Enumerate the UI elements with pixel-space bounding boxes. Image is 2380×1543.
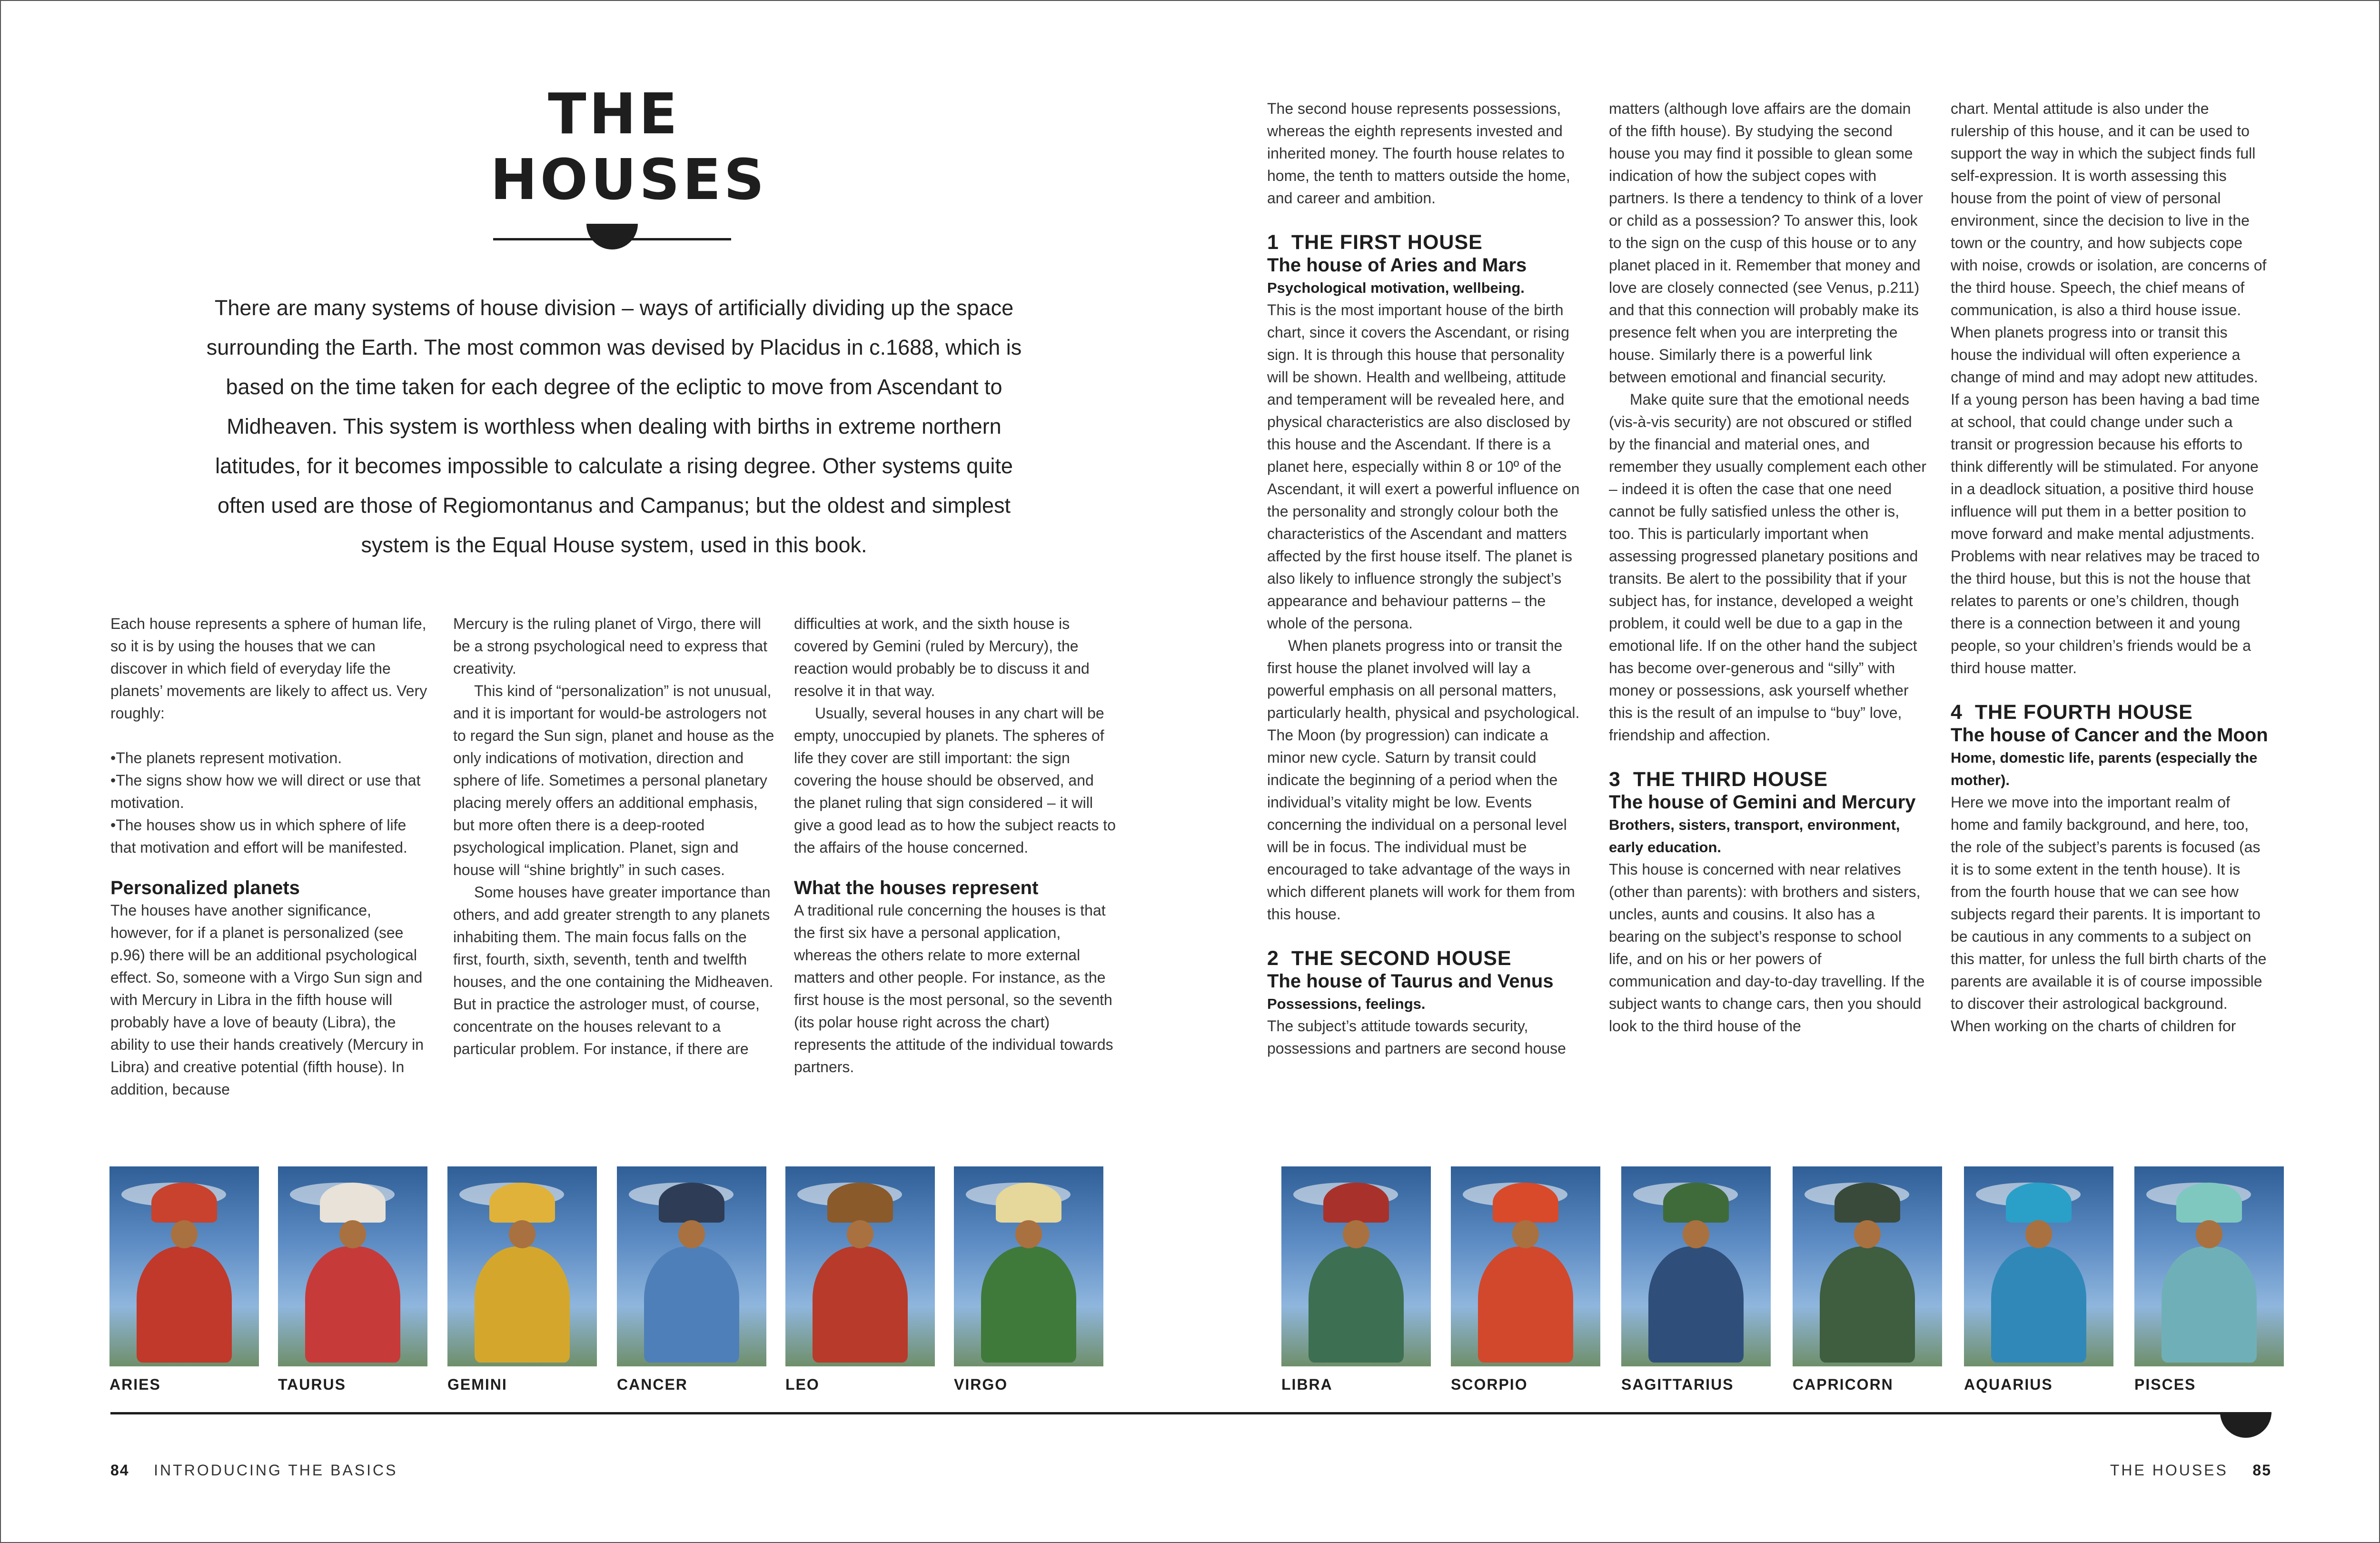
face-shape bbox=[509, 1220, 536, 1248]
paragraph: chart. Mental attitude is also under the rulership of this house, and it can be used to support the way in which the subject finds full self-expression. It is worth assessing this house from the point of view of personal environment, since the decision to live in the town or the country, and how subjects cope with noise, crowds or isolation, are concerns of the third house. Speech, the chief means of communication, is also a third house issue. When planets progress into or transit this house the individual will often experience a change of mind and may adopt new attitudes. If a young person has been having a bad time at school, that could change under such a transit or progression because his efforts to think differently will be stimulated. For anyone in a deadlock situation, a positive third house influence will put them in a better position to move forward and make mental adjustments. Problems with near relatives may be traced to the third house, but this is not the house that relates to parents or one’s children, though there is a connection between it and young people, so your children’s friends would be a third house matter. bbox=[1951, 100, 2267, 677]
zodiac-card-aries bbox=[109, 1166, 259, 1393]
paragraph: When planets progress into or transit the first house the planet involved will lay a powerful emphasis on all personal matters, particularly health, physical and psychological. The Moon (by progression) can indicate a minor new cycle. Saturn by transit could indicate the beginning of a period when the individual’s vitality might be low. Events concerning the individual on a personal level will be in focus. The individual must be encouraged to take advantage of the ways in which different planets will work for them from this house. bbox=[1267, 637, 1580, 923]
paragraph: Here we move into the important realm of home and family background, and here, too, the role of the subject’s parents is focused (as it is to some extent in the tenth house). It is from the fourth house that we can see how subjects regard their parents. It is important to be cautious in any comments to a subject on this matter, for unless the full birth charts of the parents are available it is of course impossible to discover their astrological background. When working on the charts of children for bbox=[1951, 794, 2267, 1035]
zodiac-card-cancer bbox=[617, 1166, 766, 1393]
face-shape bbox=[847, 1220, 874, 1248]
face-shape bbox=[339, 1220, 367, 1248]
paragraph: Each house represents a sphere of human life, so it is by using the houses that we can discover in which field of everyday life the planets’ movements are likely to affect us. Very roughly: bbox=[110, 615, 427, 722]
robe-shape bbox=[1478, 1246, 1574, 1363]
paragraph: Some houses have greater importance than others, and add greater strength to any planets inhabiting them. The main focus falls on the first, fourth, sixth, seventh, tenth and twelfth houses, and the one containing the Midheaven. But in practice the astrologer must, of course, concentrate on the houses relevant to a particular problem. For instance, if there are bbox=[453, 884, 774, 1057]
zodiac-card-taurus bbox=[278, 1166, 427, 1393]
zodiac-illustration bbox=[109, 1166, 259, 1366]
house-subheading: The house of Gemini and Mercury bbox=[1609, 792, 1916, 813]
house-subheading: The house of Aries and Mars bbox=[1267, 255, 1527, 276]
headdress-shape bbox=[1323, 1183, 1389, 1223]
house-subheading: The house of Taurus and Venus bbox=[1267, 971, 1554, 992]
zodiac-card-gemini bbox=[447, 1166, 597, 1393]
robe-shape bbox=[305, 1246, 401, 1363]
face-shape bbox=[1343, 1220, 1370, 1248]
zodiac-card-pisces bbox=[2134, 1166, 2284, 1393]
title-line-1: THE bbox=[548, 81, 680, 147]
face-shape bbox=[2025, 1220, 2053, 1248]
zodiac-card-scorpio bbox=[1451, 1166, 1600, 1393]
house-number: 4 bbox=[1951, 701, 1963, 724]
zodiac-illustration bbox=[1281, 1166, 1431, 1366]
bullet-item: • The signs show how we will direct or use that motivation. bbox=[110, 769, 434, 814]
robe-shape bbox=[981, 1246, 1077, 1363]
zodiac-label: VIRGO bbox=[954, 1376, 1008, 1393]
zodiac-card-aquarius bbox=[1964, 1166, 2113, 1393]
zodiac-label: CANCER bbox=[617, 1376, 688, 1393]
face-shape bbox=[678, 1220, 705, 1248]
headdress-shape bbox=[1663, 1183, 1729, 1223]
page-number-right: 85 bbox=[2252, 1462, 2271, 1479]
folio-right bbox=[2110, 1462, 2271, 1479]
robe-shape bbox=[2162, 1246, 2257, 1363]
left-column-3 bbox=[794, 613, 1119, 1078]
house-number: 2 bbox=[1267, 947, 1279, 970]
paragraph: This house is concerned with near relatives (other than parents): with brothers and sisters, uncles, aunts and cousins. It also has a bearing on the subject’s response to school life, and on his or her powers of communication and day-to-day travelling. If the subject wants to change cars, then you should look to the third house of the bbox=[1609, 861, 1925, 1035]
zodiac-label: PISCES bbox=[2134, 1376, 2196, 1393]
face-shape bbox=[1854, 1220, 1881, 1248]
headdress-shape bbox=[827, 1183, 893, 1223]
zodiac-label: AQUARIUS bbox=[1964, 1376, 2053, 1393]
robe-shape bbox=[813, 1246, 908, 1363]
zodiac-label: LIBRA bbox=[1281, 1376, 1333, 1393]
face-shape bbox=[2196, 1220, 2223, 1248]
house-name: THE FOURTH HOUSE bbox=[1974, 701, 2193, 724]
paragraph: This kind of “personalization” is not unusual, and it is important for would-be astrologers not to regard the Sun sign, planet and house as the only indications of motivation, direction and sphere of life. Sometimes a personal planetary placing merely offers an additional emphasis, but more often there is a deep-rooted psychological implication. Planet, sign and house will “shine brightly” in such cases. bbox=[453, 682, 774, 878]
house-keywords: Possessions, feelings. bbox=[1267, 995, 1426, 1012]
section-heading: What the houses represent bbox=[794, 877, 1039, 898]
headdress-shape bbox=[320, 1183, 386, 1223]
paragraph: The houses have another significance, however, for if a planet is personalized (see p.96) there will be an additional psychological effect. So, someone with a Virgo Sun sign and with Mercury in Libra in the fifth house will probably have a love of beauty (Libra), the ability to use their hands creatively (Mercury in Libra) and creative potential (fifth house). In addition, because bbox=[110, 902, 424, 1098]
headdress-shape bbox=[1493, 1183, 1558, 1223]
zodiac-illustration bbox=[447, 1166, 597, 1366]
house-keywords: Psychological motivation, wellbeing. bbox=[1267, 279, 1525, 296]
zodiac-illustration bbox=[1793, 1166, 1942, 1366]
bullet-item: • The planets represent motivation. bbox=[110, 747, 434, 769]
zodiac-label: TAURUS bbox=[278, 1376, 346, 1393]
headdress-shape bbox=[151, 1183, 217, 1223]
headdress-shape bbox=[2006, 1183, 2072, 1223]
paragraph: A traditional rule concerning the houses is that the first six have a personal application, whereas the others relate to more external matters and other people. For instance, as the first house is the most personal, so the seventh (its polar house right across the chart) represents the attitude of the individual towards partners. bbox=[794, 902, 1113, 1075]
zodiac-illustration bbox=[785, 1166, 935, 1366]
left-column-2 bbox=[453, 613, 778, 1060]
robe-shape bbox=[137, 1246, 232, 1363]
zodiac-label: SCORPIO bbox=[1451, 1376, 1528, 1393]
right-column-3 bbox=[1951, 98, 2271, 1037]
robe-shape bbox=[644, 1246, 740, 1363]
zodiac-card-libra bbox=[1281, 1166, 1431, 1393]
robe-shape bbox=[1648, 1246, 1744, 1363]
paragraph: This is the most important house of the birth chart, since it covers the Ascendant, or rising sign. It is through this house that personality will be shown. Health and wellbeing, attitude and temperament will be revealed here, and physical characteristics are also disclosed by this house and the Ascendant. If there is a planet here, especially within 8 or 10º of the Ascendant, it will exert a powerful influence on the personality and strongly colour both the characteristics of the Ascendant and matters affected by the first house itself. The planet is also likely to influence strongly the subject’s appearance and behaviour patterns – the whole of the persona. bbox=[1267, 301, 1580, 632]
zodiac-illustration bbox=[1964, 1166, 2113, 1366]
running-head-right: THE HOUSES bbox=[2110, 1462, 2228, 1479]
page-number-left: 84 bbox=[110, 1462, 129, 1479]
zodiac-illustration bbox=[278, 1166, 427, 1366]
right-column-1 bbox=[1267, 98, 1585, 1060]
face-shape bbox=[171, 1220, 198, 1248]
zodiac-card-capricorn bbox=[1793, 1166, 1942, 1393]
face-shape bbox=[1512, 1220, 1539, 1248]
robe-shape bbox=[1991, 1246, 2087, 1363]
headdress-shape bbox=[2176, 1183, 2242, 1223]
zodiac-label: LEO bbox=[785, 1376, 820, 1393]
zodiac-illustration bbox=[954, 1166, 1103, 1366]
house-number: 1 bbox=[1267, 231, 1279, 254]
face-shape bbox=[1015, 1220, 1042, 1248]
robe-shape bbox=[1309, 1246, 1404, 1363]
house-name: THE FIRST HOUSE bbox=[1291, 231, 1483, 254]
headdress-shape bbox=[1835, 1183, 1900, 1223]
robe-shape bbox=[1820, 1246, 1915, 1363]
house-heading-4 bbox=[1951, 700, 2271, 724]
zodiac-card-virgo bbox=[954, 1166, 1103, 1393]
running-head-left: INTRODUCING THE BASICS bbox=[154, 1462, 398, 1479]
paragraph: difficulties at work, and the sixth house is covered by Gemini (ruled by Mercury), the reaction would probably be to discuss it and resolve it in that way. bbox=[794, 615, 1090, 699]
headdress-shape bbox=[996, 1183, 1061, 1223]
house-keywords: Brothers, sisters, transport, environment, early education. bbox=[1609, 816, 1900, 856]
zodiac-illustration bbox=[2134, 1166, 2284, 1366]
zodiac-card-sagittarius bbox=[1621, 1166, 1771, 1393]
house-number: 3 bbox=[1609, 768, 1621, 791]
paragraph: matters (although love affairs are the domain of the fifth house). By studying the second house you may find it possible to glean some indication of how the subject copes with partners. Is there a tendency to think of a lover or child as a possession? To answer this, look to the sign on the cusp of this house or to any planet placed in it. Remember that money and love are closely connected (see Venus, p.211) and that this connection will probably make its presence felt when you are interpreting the house. Similarly there is a powerful link between emotional and financial security. bbox=[1609, 100, 1923, 386]
house-name: THE SECOND HOUSE bbox=[1291, 947, 1512, 970]
zodiac-label: GEMINI bbox=[447, 1376, 507, 1393]
zodiac-illustration bbox=[1451, 1166, 1600, 1366]
section-heading: Personalized planets bbox=[110, 877, 300, 898]
paragraph: The subject’s attitude towards security, possessions and partners are second house bbox=[1267, 1017, 1566, 1057]
bullet-item: • The houses show us in which sphere of life that motivation and effort will be manifested. bbox=[110, 814, 434, 859]
footer-rule bbox=[110, 1412, 2271, 1414]
house-heading-3 bbox=[1609, 767, 1927, 791]
zodiac-illustration bbox=[1621, 1166, 1771, 1366]
folio-left bbox=[110, 1462, 398, 1479]
house-name: THE THIRD HOUSE bbox=[1633, 768, 1828, 791]
intro-paragraph: There are many systems of house division – ways of artificially dividing up the space surrounding the Earth. The most common was devised by Placidus in c.1688, which is based on the time taken for each degree of the ecliptic to move from Ascendant to Midheaven. This system is worthless when dealing with births in extreme northern latitudes, for it becomes impossible to calculate a rising degree. Other systems quite often used are those of Regiomontanus and Campanus; but the oldest and simplest system is the Equal House system, used in this book. bbox=[206, 296, 1022, 557]
paragraph: Mercury is the ruling planet of Virgo, there will be a strong psychological need to express that creativity. bbox=[453, 615, 767, 677]
left-column-1 bbox=[110, 613, 434, 1101]
page-title bbox=[490, 81, 767, 212]
title-line-2: HOUSES bbox=[490, 147, 767, 212]
paragraph: The second house represents possessions, whereas the eighth represents invested and inherited money. The fourth house relates to home, the tenth to matters outside the home, and career and ambition. bbox=[1267, 100, 1570, 207]
paragraph: Make quite sure that the emotional needs (vis-à-vis security) are not obscured or stifled by the financial and material ones, and remember they usually complement each other – indeed it is often the case that one need cannot be fully satisfied unless the other is, too. This is particularly important when assessing progressed planetary positions and transits. Be alert to the possibility that if your subject has, for instance, developed a weight problem, it could well be due to a gap in the emotional life. If on the other hand the subject has become over-generous and “silly” with money or possessions, ask yourself whether this is the result of an impulse to “buy” love, friendship and affection. bbox=[1609, 391, 1926, 744]
zodiac-card-leo bbox=[785, 1166, 935, 1393]
headdress-shape bbox=[489, 1183, 555, 1223]
paragraph: Usually, several houses in any chart will be empty, unoccupied by planets. The spheres of life they cover are still important: the sign covering the house should be observed, and the planet ruling that sign considered – it will give a good lead as to how the subject reacts to the affairs of the house concerned. bbox=[794, 705, 1116, 856]
zodiac-illustration bbox=[617, 1166, 766, 1366]
zodiac-label: CAPRICORN bbox=[1793, 1376, 1894, 1393]
face-shape bbox=[1683, 1220, 1710, 1248]
house-subheading: The house of Cancer and the Moon bbox=[1951, 725, 2268, 746]
zodiac-label: ARIES bbox=[109, 1376, 161, 1393]
headdress-shape bbox=[659, 1183, 724, 1223]
right-column-2 bbox=[1609, 98, 1927, 1037]
house-keywords: Home, domestic life, parents (especially the mother). bbox=[1951, 749, 2258, 788]
house-heading-1 bbox=[1267, 230, 1585, 254]
robe-shape bbox=[475, 1246, 570, 1363]
zodiac-label: SAGITTARIUS bbox=[1621, 1376, 1734, 1393]
house-heading-2 bbox=[1267, 946, 1585, 970]
